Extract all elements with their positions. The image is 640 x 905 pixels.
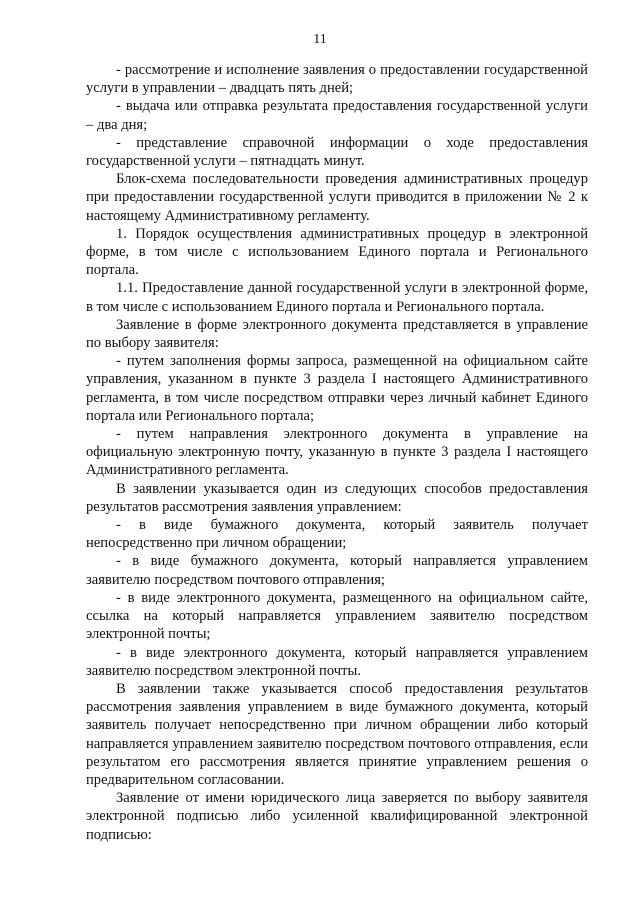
paragraph-flowchart: Блок-схема последовательности проведения административных процедур при предоставлении государственной услуги приводится в приложении № 2 к настоящему Административному регламенту. <box>86 171 588 224</box>
paragraph-email-submission: - путем направления электронного документа в управление на официальную электронную почту, указанную в пункте 3 раздела I настоящего Административного регламента. <box>86 426 588 479</box>
paragraph-section-1-1: 1.1. Предоставление данной государственной услуги в электронной форме, в том числе с использованием Единого портала и Регионального портала. <box>86 280 588 315</box>
paragraph-processing-term: - рассмотрение и исполнение заявления о предоставлении государственной услуги в управлении – двадцать пять дней; <box>86 62 588 97</box>
paragraph-paper-by-mail: - в виде бумажного документа, который направляется управлением заявителю посредством почтового отправления; <box>86 553 588 588</box>
paragraph-result-methods: В заявлении указывается один из следующих способов предоставления результатов рассмотрения заявления управлением: <box>86 480 588 515</box>
paragraph-electronic-link: - в виде электронного документа, размещенного на официальном сайте, ссылка на который направляется управлением заявителю посредством электронной почты; <box>86 589 588 643</box>
paragraph-section-1: 1. Порядок осуществления административных процедур в электронной форме, в том числе с использованием Единого портала и Регионального портала. <box>86 225 588 279</box>
paragraph-electronic-application: Заявление в форме электронного документа представляется в управление по выбору заявителя: <box>86 316 588 352</box>
page-number: 11 <box>313 32 327 47</box>
paragraph-reference-info-term: - представление справочной информации о ходе предоставления государственной услуги – пятнадцать минут. <box>86 134 588 170</box>
paragraph-legal-entity-signature: Заявление от имени юридического лица заверяется по выбору заявителя электронной подписью либо усиленной квалифицированной электронной подписью: <box>86 790 588 843</box>
paragraph-electronic-email: - в виде электронного документа, который направляется управлением заявителю посредством электронной почты. <box>86 644 588 679</box>
document-body <box>86 61 588 844</box>
paragraph-form-on-website: - путем заполнения формы запроса, размещенной на официальном сайте управления, указанном в пункте 3 раздела I настоящего Административного регламента, в том числе посредством отправки через личный кабинет Единого портала или Регионального портала; <box>86 353 588 424</box>
paragraph-paper-result-method: В заявлении также указывается способ предоставления результатов рассмотрения заявления управлением в виде бумажного документа, который заявитель получает непосредственно при личном обращении либо который направляется управлением заявителю посредством почтового отправления, если результатом его рассмотрения является принятие управлением решения о предварительном согласовании. <box>86 680 588 788</box>
paragraph-issuance-term: - выдача или отправка результата предоставления государственной услуги – два дня; <box>86 98 588 133</box>
paragraph-paper-in-person: - в виде бумажного документа, который заявитель получает непосредственно при личном обращении; <box>86 517 588 552</box>
